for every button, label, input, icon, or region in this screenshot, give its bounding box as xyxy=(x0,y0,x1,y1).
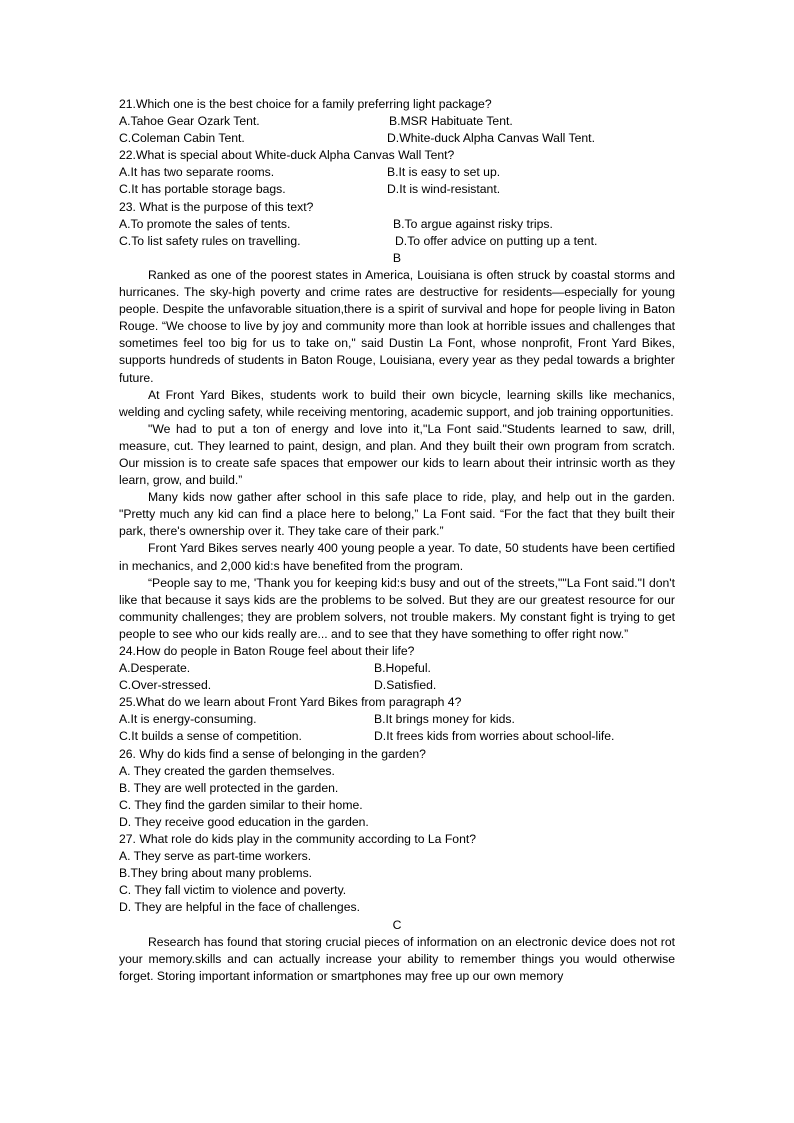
question-26: 26. Why do kids find a sense of belonging in the garden? xyxy=(119,746,426,761)
q23-options-row-2 xyxy=(119,233,675,250)
section-b-paragraph-5: Front Yard Bikes serves nearly 400 young people a year. To date, 50 students have been certified in mechanics, and 2,000 kid:s have benefited from the program. xyxy=(119,541,675,573)
q21-options-row-1 xyxy=(119,113,675,130)
q24-option-b: B.Hopeful. xyxy=(374,661,431,676)
question-21: 21.Which one is the best choice for a family preferring light package? xyxy=(119,97,492,111)
q24-options-row-1 xyxy=(119,660,675,677)
q25-options-row-2 xyxy=(119,728,675,745)
q22-option-c: C.It has portable storage bags. xyxy=(119,182,286,197)
question-22: 22.What is special about White-duck Alpha Canvas Wall Tent? xyxy=(119,148,455,163)
q26-option-a: A. They created the garden themselves. xyxy=(119,763,335,778)
q21-option-a: A.Tahoe Gear Ozark Tent. xyxy=(119,114,260,129)
section-b-paragraph-1: Ranked as one of the poorest states in America, Louisiana is often struck by coastal storms and hurricanes. The sky-high poverty and crime rates are destructive for residents—especially for young people. Despite the unfavorable situation,there is a spirit of survival and hope for people living in Baton Rouge. “We choose to live by joy and community more than look at horrible issues and challenges that sometimes feel too big for us to take on," said Dustin La Font, whose nonprofit, Front Yard Bikes, supports hundreds of students in Baton Rouge, Louisiana, every year as they pedal towards a brighter future. xyxy=(119,267,675,385)
q23-option-a: A.To promote the sales of tents. xyxy=(119,216,291,231)
section-c-heading: C xyxy=(392,917,402,932)
q23-option-d: D.To offer advice on putting up a tent. xyxy=(395,233,598,248)
q27-option-a: A. They serve as part-time workers. xyxy=(119,849,312,864)
q25-option-c: C.It builds a sense of competition. xyxy=(119,729,302,744)
question-23: 23. What is the purpose of this text? xyxy=(119,199,314,214)
question-24: 24.How do people in Baton Rouge feel about their life? xyxy=(119,644,415,658)
section-b-paragraph-4: Many kids now gather after school in this safe place to ride, play, and help out in the garden. "Pretty much any kid can find a place here to belong,” La Font said. “For the fact that they built their park, there's ownership over it. They take care of their park.” xyxy=(119,490,675,539)
section-b-heading: B xyxy=(392,250,402,265)
q22-options-row-2 xyxy=(119,181,675,198)
q25-option-a: A.It is energy-consuming. xyxy=(119,712,257,727)
q26-option-b: B. They are well protected in the garden. xyxy=(119,780,339,795)
q22-option-d: D.It is wind-resistant. xyxy=(387,182,501,197)
q22-options-row-1 xyxy=(119,164,675,181)
q27-option-c: C. They fall victim to violence and poverty. xyxy=(119,883,347,898)
q24-options-row-2 xyxy=(119,677,675,694)
section-b-paragraph-3: "We had to put a ton of energy and love into it,''La Font said."Students learned to saw, drill, measure, cut. They learned to paint, design, and plan. And they built their own program from scratch. Our mission is to create safe spaces that empower our kids to learn about their intrinsic worth as they learn, grow, and build.” xyxy=(119,421,675,488)
question-27: 27. What role do kids play in the community according to La Font? xyxy=(119,832,477,847)
q21-option-c: C.Coleman Cabin Tent. xyxy=(119,131,245,146)
q24-option-c: C.Over-stressed. xyxy=(119,678,212,693)
q21-option-b: B.MSR Habituate Tent. xyxy=(389,114,513,129)
question-25: 25.What do we learn about Front Yard Bikes from paragraph 4? xyxy=(119,695,462,710)
q26-option-c: C. They find the garden similar to their home. xyxy=(119,797,363,812)
q25-option-d: D.It frees kids from worries about school-life. xyxy=(374,729,615,744)
exam-page xyxy=(119,96,675,985)
q25-option-b: B.It brings money for kids. xyxy=(374,712,515,727)
q25-options-row-1 xyxy=(119,711,675,728)
q22-option-a: A.It has two separate rooms. xyxy=(119,165,275,180)
q26-option-d: D. They receive good education in the garden. xyxy=(119,814,369,829)
q23-option-c: C.To list safety rules on travelling. xyxy=(119,233,301,248)
q24-option-a: A.Desperate. xyxy=(119,661,191,676)
q22-option-b: B.It is easy to set up. xyxy=(387,165,501,180)
q24-option-d: D.Satisfied. xyxy=(374,678,437,693)
section-b-paragraph-6: “People say to me, 'Thank you for keeping kid:s busy and out of the streets,""La Font said."I don't like that because it says kids are the problems to be solved. But they are our greatest resource for our community challenges; they are problem solvers, not trouble makers. My constant fight is trying to get people to see who our kids really are... and to see that they have something to offer right now.” xyxy=(119,575,675,641)
q23-option-b: B.To argue against risky trips. xyxy=(393,216,553,231)
q27-option-d: D. They are helpful in the face of challenges. xyxy=(119,900,360,915)
q23-options-row-1 xyxy=(119,216,675,233)
section-b-paragraph-2: At Front Yard Bikes, students work to build their own bicycle, learning skills like mechanics, welding and cycling safety, while receiving mentoring, academic support, and job training opportunities. xyxy=(119,387,675,419)
q27-option-b: B.They bring about many problems. xyxy=(119,866,313,881)
q21-options-row-2 xyxy=(119,130,675,147)
section-c-paragraph-1: Research has found that storing crucial pieces of information on an electronic device does not rot your memory.skills and can actually increase your ability to remember things you would otherwise forget. Storing important information or smartphones may free up our own memory xyxy=(119,934,675,983)
q21-option-d: D.White-duck Alpha Canvas Wall Tent. xyxy=(387,131,595,146)
